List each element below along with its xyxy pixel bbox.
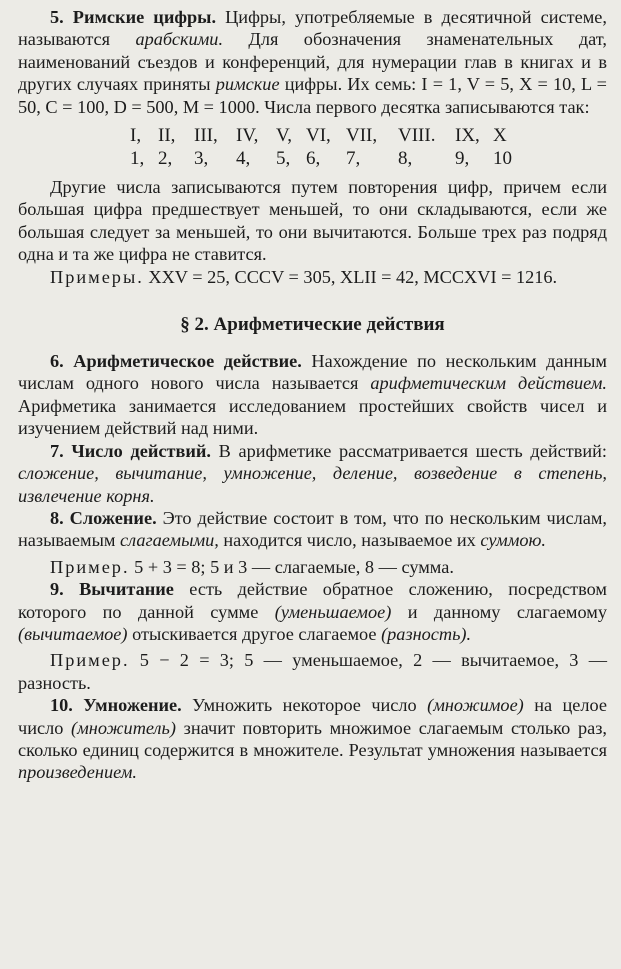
paragraph-addition-example: Пример. 5 + 3 = 8; 5 и 3 — слагаемые, 8 — сумма. — [50, 556, 454, 577]
arabic-10: 10 — [493, 148, 512, 170]
roman-4: IV, — [236, 125, 259, 147]
arabic-8: 8, — [398, 148, 413, 170]
section-title: 8. Сложение. — [50, 507, 157, 528]
roman-10: X — [493, 125, 507, 147]
roman-8: VIII. — [398, 125, 436, 147]
arabic-3: 3, — [194, 148, 209, 170]
paragraph-multiplication: 10. Умножение. Умножить некоторое число (множимое) на целое число (множитель) значит повторить множимое слагаемым столько раз, сколько единиц содержится в множителе. Результат умножения называется произведением. — [18, 695, 607, 783]
section-heading: § 2. Арифметические действия — [180, 314, 445, 336]
arabic-7: 7, — [346, 148, 361, 170]
numeral-table — [18, 124, 607, 170]
section-title: 10. Умножение. — [50, 695, 182, 716]
section-title: 7. Число действий. — [50, 440, 211, 461]
roman-5: V, — [276, 125, 293, 147]
roman-row — [18, 124, 607, 147]
paragraph-subtraction-example: Пример. 5 − 2 = 3; 5 — уменьшаемое, 2 — вычитаемое, 3 — разность. — [18, 650, 607, 693]
paragraph-addition: 8. Сложение. Это действие состоит в том, что по нескольким числам, называемым слагаемыми, находится число, называемое их суммою. — [18, 507, 607, 551]
arabic-6: 6, — [306, 148, 321, 170]
arabic-2: 2, — [158, 148, 173, 170]
section-title: 6. Арифметическое действие. — [50, 351, 302, 372]
arabic-5: 5, — [276, 148, 291, 170]
section-title: 9. Вычитание — [50, 579, 174, 600]
roman-1: I, — [130, 125, 142, 147]
arabic-9: 9, — [455, 148, 470, 170]
roman-9: IX, — [455, 125, 480, 147]
arabic-1: 1, — [130, 148, 145, 170]
roman-6: VI, — [306, 125, 331, 147]
arabic-row — [18, 147, 607, 170]
arabic-4: 4, — [236, 148, 251, 170]
paragraph-rules: Другие числа записываются путем повторения цифр, причем если большая цифра предшествует меньшей, то они складываются, если же большая следует за меньшей, то они вычитаются. Больше трех раз подряд одна и та же цифра не ставится. — [18, 177, 607, 265]
paragraph-arithmetic-action: 6. Арифметическое действие. Нахождение по нескольким данным числам одного нового числа называется арифметическим действием. Арифметика занимается исследованием простейших свойств чисел и изучением действий над ними. — [18, 351, 607, 439]
paragraph-examples: Примеры. XXV = 25, CCCV = 305, XLII = 42, MCCXVI = 1216. — [50, 266, 558, 287]
section-title: 5. Римские цифры. — [50, 7, 217, 27]
paragraph-number-of-actions: 7. Число действий. В арифметике рассматривается шесть действий: сложение, вычитание, умножение, деление, возведение в степень, извлечение корня. — [18, 440, 607, 506]
roman-3: III, — [194, 125, 218, 147]
roman-7: VII, — [346, 125, 378, 147]
paragraph-subtraction: 9. Вычитание есть действие обратное сложению, посредством которого по данной сумме (уменьшаемое) и данному слагаемому (вычитаемое) отыскивается другое слагаемое (разность). — [18, 579, 607, 644]
roman-2: II, — [158, 125, 176, 147]
paragraph-roman-numerals: 5. Римские цифры. Цифры, употребляемые в десятичной системе, называются арабскими. Для обозначения знаменательных дат, наименований съездов и конференций, для нумерации глав в книгах и в других случаях приняты римские цифры. Их семь: I = 1, V = 5, X = 10, L = 50, C = 100, D = 500, M = 1000. Числа первого десятка записываются так: — [18, 7, 607, 117]
